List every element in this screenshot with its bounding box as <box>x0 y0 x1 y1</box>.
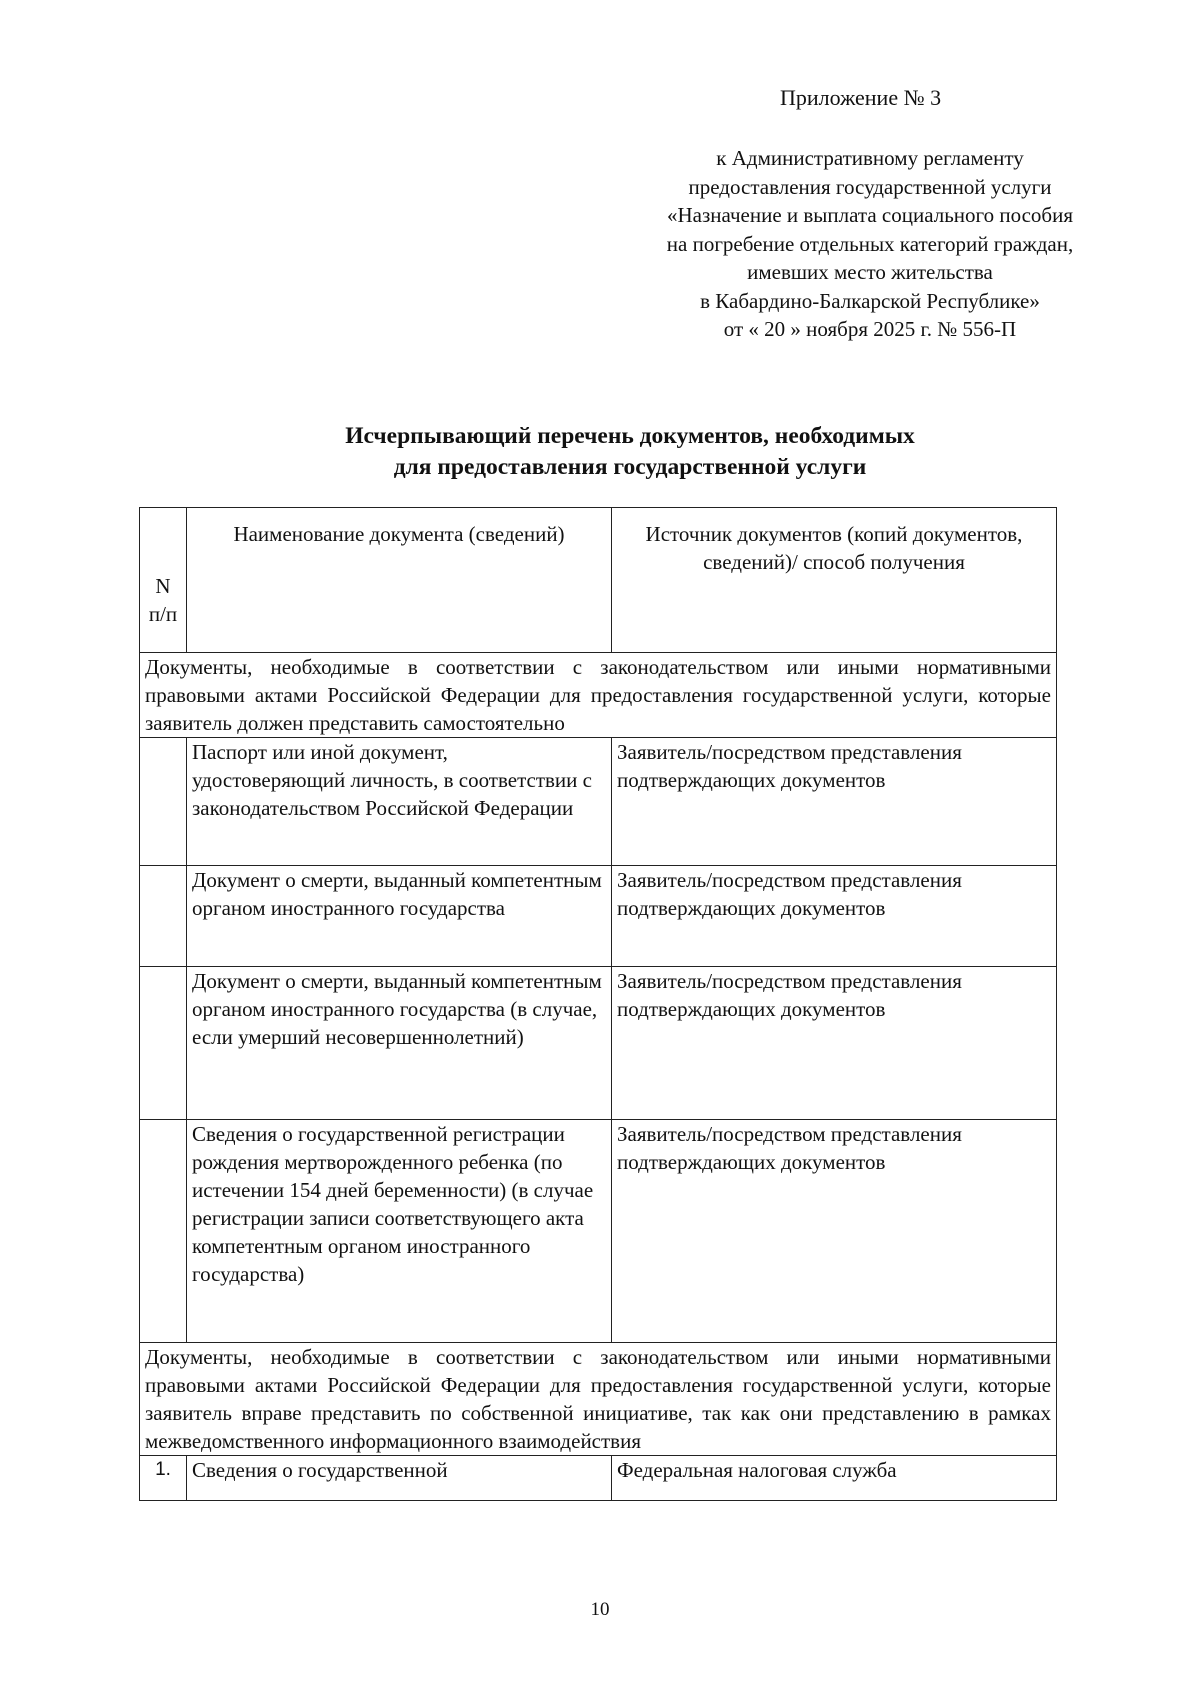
row-document-name: Документ о смерти, выданный компетентным органом иностранного государства (в случае, если умерший несовершеннолетний) <box>187 967 612 1120</box>
row-document-source: Федеральная налоговая служба <box>612 1456 1057 1501</box>
row-document-name: Сведения о государственной регистрации рождения мертворожденного ребенка (по истечении 154 дней беременности) (в случае регистрации записи соответствующего акта компетентным органом иностранного государства) <box>187 1120 612 1343</box>
row-number <box>140 866 187 967</box>
row-document-source: Заявитель/посредством представления подтверждающих документов <box>612 866 1057 967</box>
table-row <box>140 1120 1057 1343</box>
reference-line: от « 20 » ноября 2025 г. № 556-П <box>723 317 1017 341</box>
header-source: Источник документов (копий документов, сведений)/ способ получения <box>612 508 1057 653</box>
row-number: 1. <box>140 1456 187 1501</box>
reference-line: имевших место жительства <box>747 260 993 284</box>
header-name: Наименование документа (сведений) <box>187 508 612 653</box>
section-row <box>140 653 1057 738</box>
regulation-reference <box>600 144 1140 344</box>
table-row <box>140 967 1057 1120</box>
reference-line: на погребение отдельных категорий граждан, <box>666 231 1074 256</box>
section-heading-mandatory: Документы, необходимые в соответствии с законодательством или иными нормативными правовыми актами Российской Федерации для предоставления государственной услуги, которые заявитель должен представить самостоятельно <box>140 653 1057 738</box>
row-document-name: Документ о смерти, выданный компетентным органом иностранного государства <box>187 866 612 967</box>
reference-line: к Административному регламенту <box>716 146 1024 170</box>
page-number: 10 <box>590 1599 610 1620</box>
document-title-line: для предоставления государственной услуги <box>393 454 867 480</box>
section-heading-optional: Документы, необходимые в соответствии с законодательством или иными нормативными правовыми актами Российской Федерации для предоставления государственной услуги, которые заявитель вправе представить по собственной инициативе, так как они представлению в рамках межведомственного информационного взаимодействия <box>140 1343 1057 1456</box>
header-number: N п/п <box>140 508 187 653</box>
reference-line: в Кабардино-Балкарской Республике» <box>700 288 1040 313</box>
reference-line: предоставления государственной услуги <box>688 174 1052 199</box>
table-row <box>140 866 1057 967</box>
row-document-name: Сведения о государственной <box>187 1456 612 1501</box>
reference-line: «Назначение и выплата социального пособия <box>666 203 1074 227</box>
row-number <box>140 738 187 866</box>
section-row <box>140 1343 1057 1456</box>
row-document-source: Заявитель/посредством представления подтверждающих документов <box>612 738 1057 866</box>
row-number <box>140 1120 187 1343</box>
document-title <box>140 421 1120 483</box>
documents-table <box>139 507 1057 1501</box>
row-number <box>140 967 187 1120</box>
table-header-row <box>140 508 1057 653</box>
table-row <box>140 738 1057 866</box>
document-title-line: Исчерпывающий перечень документов, необходимых <box>345 423 915 449</box>
row-document-source: Заявитель/посредством представления подтверждающих документов <box>612 1120 1057 1343</box>
table-row <box>140 1456 1057 1501</box>
appendix-title: Приложение № 3 <box>780 85 942 110</box>
row-document-source: Заявитель/посредством представления подтверждающих документов <box>612 967 1057 1120</box>
row-document-name: Паспорт или иной документ, удостоверяющий личность, в соответствии с законодательством Российской Федерации <box>187 738 612 866</box>
